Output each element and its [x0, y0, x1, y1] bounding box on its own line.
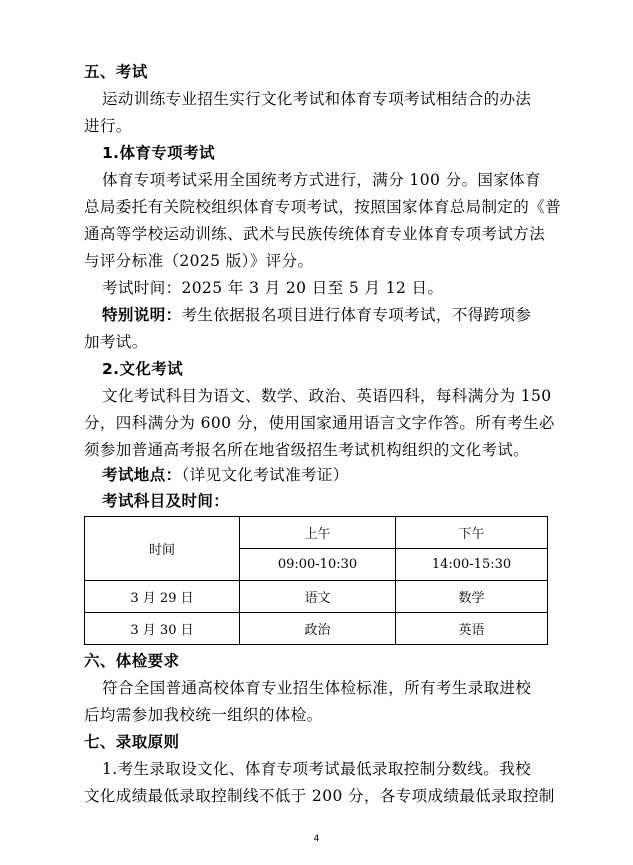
table-afternoon-time: 14:00-15:30: [396, 549, 548, 581]
paragraph-line: 进行。: [84, 117, 132, 135]
paragraph-line: 加考试。: [84, 333, 148, 351]
special-note-line: [102, 305, 592, 325]
paragraph-line: 1.考生录取设文化、体育专项考试最低录取控制分数线。我校: [102, 760, 531, 778]
exam-location-line: [102, 465, 592, 485]
section-heading-physical: 六、体检要求: [84, 652, 180, 670]
exam-schedule-table: [84, 516, 548, 645]
special-note-text: 考生依据报名项目进行体育专项考试，不得跨项参: [181, 306, 532, 324]
paragraph-line: 文化考试科目为语文、数学、政治、英语四科，每科满分为 150: [102, 387, 552, 405]
section-heading-exam: 五、考试: [84, 63, 148, 81]
paragraph-line: 后均需参加我校统一组织的体检。: [84, 706, 323, 724]
exam-subjects-label: 考试科目及时间：: [102, 492, 230, 510]
subsection-heading-sports: 1.体育专项考试: [102, 144, 215, 162]
table-cell-afternoon: 数学: [396, 581, 548, 613]
table-cell-date: 3 月 29 日: [85, 581, 240, 613]
exam-location-label: 考试地点：: [102, 466, 182, 484]
table-header-afternoon: 下午: [396, 517, 548, 549]
paragraph-line: 通高等学校运动训练、武术与民族传统体育专业体育专项考试方法: [84, 225, 546, 243]
paragraph-line: 运动训练专业招生实行文化考试和体育专项考试相结合的办法: [102, 90, 532, 108]
table-header-time: 时间: [85, 517, 240, 581]
table-cell-date: 3 月 30 日: [85, 613, 240, 645]
paragraph-line: 分，四科满分为 600 分，使用国家通用语言文字作答。所有考生必: [84, 414, 555, 432]
subsection-heading-culture: 2.文化考试: [102, 360, 184, 378]
page-number: 4: [313, 834, 320, 844]
paragraph-line: 符合全国普通高校体育专业招生体检标准，所有考生录取进校: [102, 679, 532, 697]
paragraph-line: 与评分标准（2025 版）》评分。: [84, 252, 314, 270]
paragraph-line: 体育专项考试采用全国统考方式进行，满分 100 分。国家体育: [102, 171, 541, 189]
table-row: [85, 581, 548, 613]
exam-time-line: 考试时间：2025 年 3 月 20 日至 5 月 12 日。: [102, 279, 444, 297]
table-header-morning: 上午: [240, 517, 396, 549]
table-cell-morning: 政治: [240, 613, 396, 645]
exam-location-text: （详见文化考试准考证）: [181, 466, 349, 484]
paragraph-line: 总局委托有关院校组织体育专项考试，按照国家体育总局制定的《普: [84, 198, 562, 216]
table-row: [85, 613, 548, 645]
paragraph-line: 须参加普通高考报名所在地省级招生考试机构组织的文化考试。: [84, 441, 530, 459]
table-cell-afternoon: 英语: [396, 613, 548, 645]
special-note-label: 特别说明：: [102, 306, 182, 324]
table-cell-morning: 语文: [240, 581, 396, 613]
section-heading-admission: 七、录取原则: [84, 733, 180, 751]
paragraph-line: 文化成绩最低录取控制线不低于 200 分，各专项成绩最低录取控制: [84, 787, 555, 805]
table-morning-time: 09:00-10:30: [240, 549, 396, 581]
